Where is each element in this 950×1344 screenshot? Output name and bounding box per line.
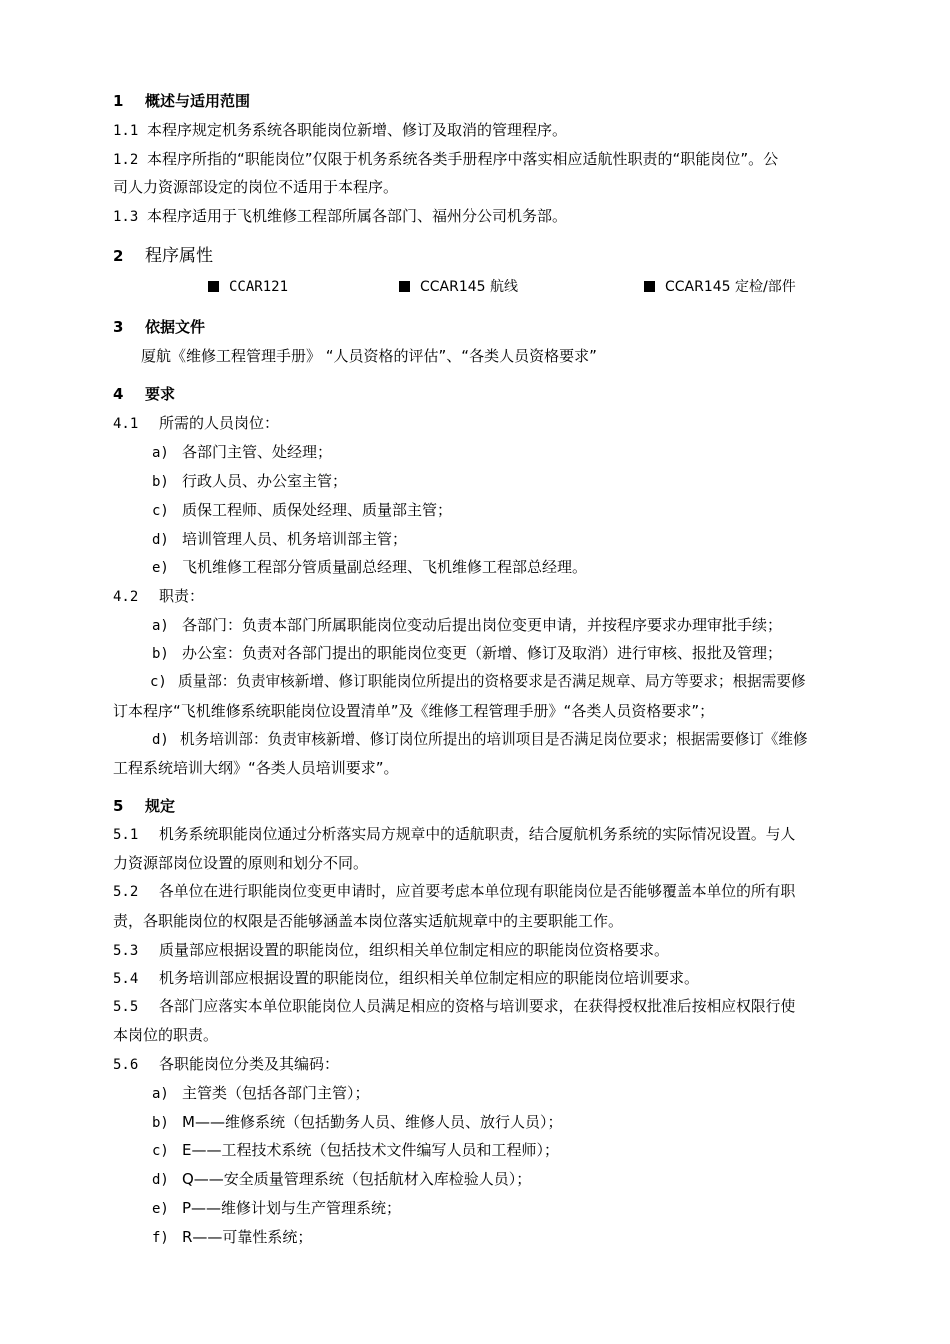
- duty-d-cont: [113, 758, 399, 778]
- clause-text: 本岗位的职责。: [113, 1026, 219, 1044]
- duty-b: [152, 643, 782, 664]
- list-marker: a): [152, 1086, 169, 1102]
- list-text: 质保工程师、质保处经理、质量部主管；: [182, 501, 453, 519]
- list-item: [152, 442, 332, 463]
- clause-text: 本程序规定机务系统各职能岗位新增、修订及取消的管理程序。: [147, 121, 568, 139]
- section-title: 程序属性: [145, 246, 213, 266]
- section-4-heading: [113, 384, 175, 404]
- paragraph-5-2-cont: [113, 911, 623, 931]
- paragraph-5-6: [113, 1054, 339, 1075]
- section-title: 规定: [145, 797, 176, 815]
- clause-text: 机务培训部应根据设置的职能岗位，组织相关单位制定相应的职能岗位培训要求。: [159, 969, 700, 987]
- section-5-heading: [113, 796, 175, 816]
- section-title: 要求: [145, 385, 176, 403]
- paragraph-1-1: [113, 120, 567, 141]
- duty-d: [152, 730, 808, 750]
- list-item: [152, 1198, 401, 1219]
- paragraph-5-4: [113, 968, 699, 989]
- list-item: [152, 1112, 562, 1133]
- list-item: [152, 1083, 370, 1104]
- clause-text: 机务系统职能岗位通过分析落实局方规章中的适航职责，结合厦航机务系统的实际情况设置。与人: [159, 826, 796, 843]
- list-marker: f): [152, 1230, 169, 1246]
- section-number: 4: [113, 385, 124, 403]
- clause-text: 职责：: [159, 587, 205, 605]
- clause-text: 各职能岗位分类及其编码：: [159, 1055, 340, 1073]
- paragraph-5-5: [113, 997, 795, 1017]
- filled-square-icon: [644, 281, 655, 292]
- attr-label: CCAR145 航线: [420, 279, 519, 295]
- paragraph-4-1: [113, 413, 279, 434]
- section-number: 2: [113, 247, 124, 265]
- section-title: 依据文件: [145, 318, 206, 336]
- list-text: 各部门：负责本部门所属职能岗位变动后提出岗位变更申请，并按程序要求办理审批手续；: [182, 616, 783, 634]
- paragraph-5-1-cont: [113, 853, 368, 873]
- list-marker: a): [152, 618, 169, 634]
- paragraph-5-5-cont: [113, 1025, 218, 1045]
- list-marker: b): [152, 474, 169, 490]
- list-item: [152, 557, 587, 578]
- clause-text: 本程序适用于飞机维修工程部所属各部门、福州分公司机务部。: [147, 207, 568, 225]
- filled-square-icon: [399, 281, 410, 292]
- list-text: 机务培训部：负责审核新增、修订岗位所提出的培训项目是否满足岗位要求；根据需要修订《维修: [180, 731, 808, 748]
- list-item: [152, 1227, 312, 1248]
- clause-number: 5.4: [113, 971, 139, 987]
- attr-label: CCAR121: [229, 279, 289, 295]
- paragraph-1-2: [113, 149, 778, 170]
- list-item: [152, 471, 347, 492]
- clause-number: 4.1: [113, 416, 139, 432]
- clause-text: 责，各职能岗位的权限是否能够涵盖本岗位落实适航规章中的主要职能工作。: [113, 912, 624, 930]
- duty-a: [152, 615, 782, 636]
- list-text: 办公室：负责对各部门提出的职能岗位变更（新增、修订及取消）进行审核、报批及管理；: [182, 644, 783, 662]
- list-text: 行政人员、办公室主管；: [182, 472, 348, 490]
- attr-label: CCAR145 定检/部件: [665, 279, 796, 295]
- list-text: M——维修系统（包括勤务人员、维修人员、放行人员）；: [182, 1113, 563, 1131]
- list-marker: e): [152, 1201, 169, 1217]
- clause-text: 所需的人员岗位：: [159, 414, 280, 432]
- section-number: 1: [113, 92, 124, 110]
- paragraph-5-1: [113, 825, 795, 845]
- list-text: 质量部：负责审核新增、修订职能岗位所提出的资格要求是否满足规章、局方等要求；根据需要修: [178, 673, 806, 690]
- list-marker: d): [152, 532, 169, 548]
- clause-text: 各单位在进行职能岗位变更申请时，应首要考虑本单位现有职能岗位是否能够覆盖本单位的所有职: [159, 883, 796, 900]
- attr-ccar145-line: [399, 277, 518, 297]
- duty-c-cont: [113, 701, 714, 721]
- clause-number: 5.1: [113, 827, 139, 843]
- paragraph-5-3: [113, 940, 669, 961]
- clause-number: 5.5: [113, 999, 139, 1015]
- list-text: 培训管理人员、机务培训部主管；: [182, 530, 408, 548]
- list-marker: d): [152, 1172, 169, 1188]
- list-text: P——维修计划与生产管理系统；: [182, 1199, 402, 1217]
- filled-square-icon: [208, 281, 219, 292]
- clause-text: 质量部应根据设置的职能岗位，组织相关单位制定相应的职能岗位资格要求。: [159, 941, 670, 959]
- clause-text: 司人力资源部设定的岗位不适用于本程序。: [113, 178, 399, 196]
- list-marker: c): [150, 674, 167, 690]
- attr-ccar145-check: [644, 277, 796, 297]
- clause-number: 4.2: [113, 589, 139, 605]
- list-marker: b): [152, 1115, 169, 1131]
- clause-text: 力资源部岗位设置的原则和划分不同。: [113, 854, 369, 872]
- list-marker: c): [152, 503, 169, 519]
- attr-ccar121: [208, 277, 288, 297]
- list-text: 飞机维修工程部分管质量副总经理、飞机维修工程部总经理。: [182, 558, 588, 576]
- list-text: 各部门主管、处经理；: [182, 443, 333, 461]
- paragraph-1-3: [113, 206, 567, 227]
- list-marker: e): [152, 560, 169, 576]
- clause-number: 1.1: [113, 123, 139, 139]
- list-text: 主管类（包括各部门主管）；: [182, 1084, 370, 1102]
- clause-number: 5.3: [113, 943, 139, 959]
- list-marker: a): [152, 445, 169, 461]
- list-text: 工程系统培训大纲》“各类人员培训要求”。: [113, 759, 399, 777]
- clause-number: 5.2: [113, 884, 139, 900]
- list-marker: d): [152, 732, 169, 748]
- clause-text: 本程序所指的“职能岗位”仅限于机务系统各类手册程序中落实相应适航性职责的“职能岗位”。公: [147, 150, 779, 168]
- list-text: Q——安全质量管理系统（包括航材入库检验人员）；: [182, 1170, 532, 1188]
- list-text: E——工程技术系统（包括技术文件编写人员和工程师）；: [182, 1141, 559, 1159]
- paragraph-5-2: [113, 882, 795, 902]
- section-1-heading: [113, 91, 250, 111]
- list-item: [152, 1140, 559, 1161]
- clause-text: 各部门应落实本单位职能岗位人员满足相应的资格与培训要求，在获得授权批准后按相应权限行使: [159, 998, 796, 1015]
- paragraph-4-2: [113, 586, 204, 607]
- list-item: [152, 1169, 531, 1190]
- section-title: 概述与适用范围: [145, 92, 251, 110]
- section-3-heading: [113, 317, 205, 337]
- list-marker: b): [152, 646, 169, 662]
- list-marker: c): [152, 1143, 169, 1159]
- paragraph-1-2-cont: [113, 177, 398, 197]
- clause-number: 5.6: [113, 1057, 139, 1073]
- list-text: 订本程序“飞机维修系统职能岗位设置清单”及《维修工程管理手册》“各类人员资格要求”；: [113, 702, 715, 720]
- reference-documents: [141, 346, 597, 366]
- section-2-heading: [113, 246, 213, 266]
- clause-number: 1.2: [113, 152, 139, 168]
- clause-number: 1.3: [113, 209, 139, 225]
- list-text: R——可靠性系统；: [182, 1228, 313, 1246]
- reference-text: 厦航《维修工程管理手册》 “人员资格的评估”、“各类人员资格要求”: [141, 347, 597, 365]
- list-item: [152, 529, 407, 550]
- duty-c: [150, 672, 806, 692]
- section-number: 3: [113, 318, 124, 336]
- section-number: 5: [113, 797, 124, 815]
- list-item: [152, 500, 452, 521]
